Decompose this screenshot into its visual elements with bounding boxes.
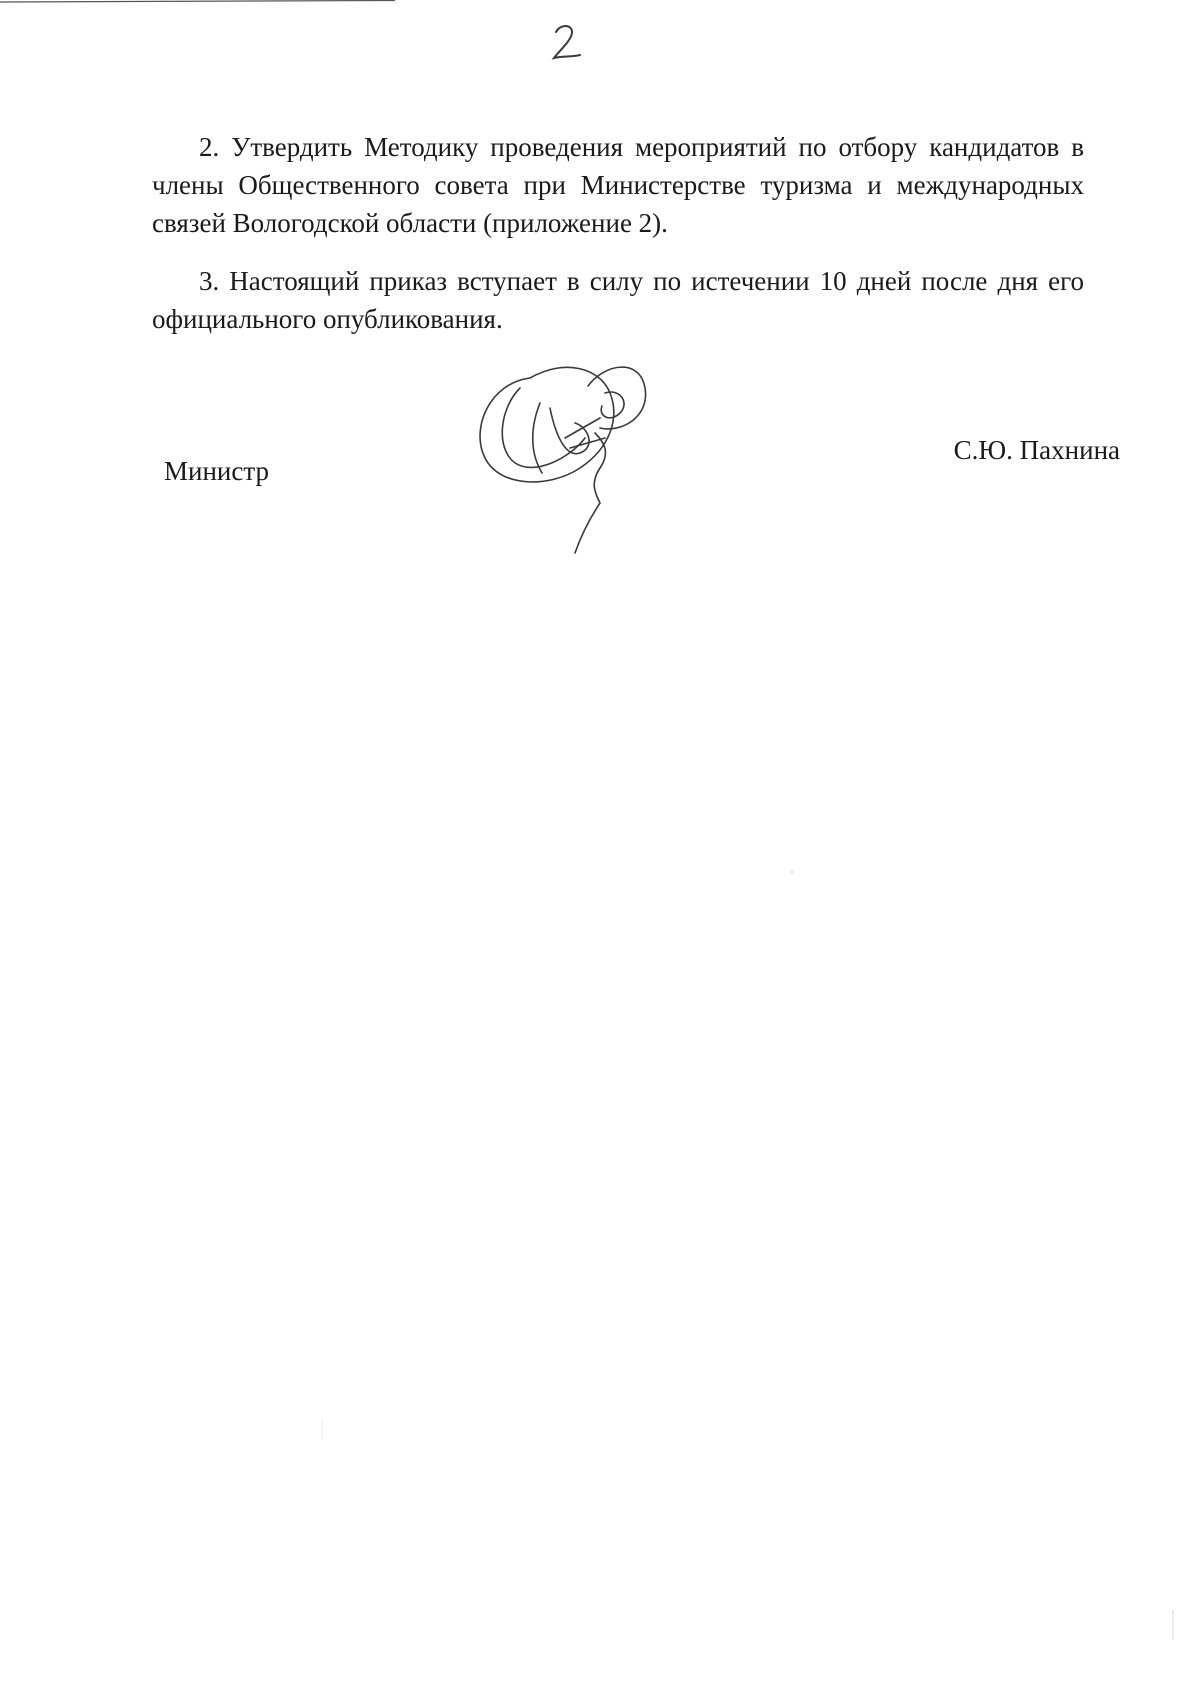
handwritten-page-number (548, 20, 588, 64)
paragraph-item-2: 2. Утвердить Методику проведения мероприятий по отбору кандидатов в члены Общественного совета при Министерстве туризма и международных связей Вологодской области (приложение 2). (152, 132, 1084, 238)
scan-speck (320, 1420, 324, 1440)
document-body (152, 128, 1084, 358)
scan-edge-line (0, 0, 395, 3)
signatory-title: Министр (164, 456, 269, 486)
paragraph-item-3: 3. Настоящий приказ вступает в силу по истечении 10 дней после дня его официального опубликования. (152, 266, 1084, 334)
handwritten-signature (470, 358, 710, 558)
signatory-name: С.Ю. Пахнина (953, 435, 1120, 465)
scan-speck (1170, 1610, 1176, 1640)
scan-speck (790, 870, 794, 874)
